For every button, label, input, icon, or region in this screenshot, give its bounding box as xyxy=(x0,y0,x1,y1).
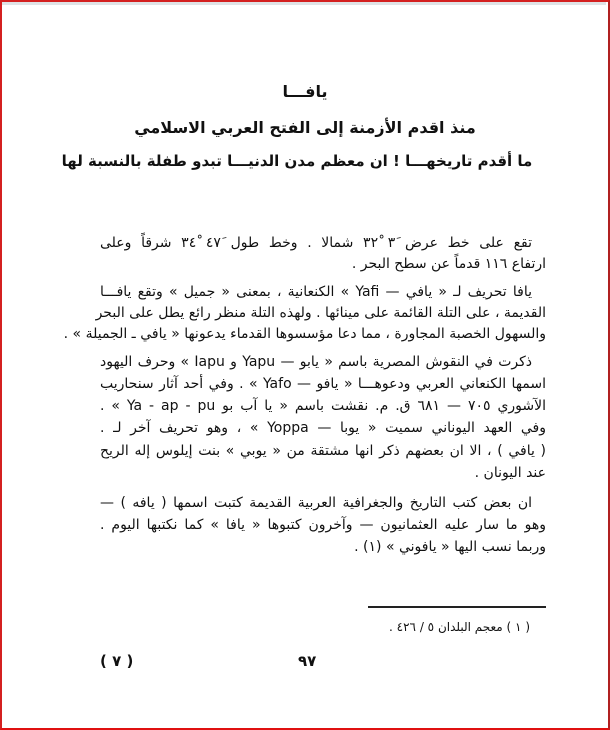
footnote-divider xyxy=(368,606,546,608)
page-tagline: ما أقدم تاريخهـــا ! ان معظم مدن الدنيـــا تبدو طفلة بالنسبة لها xyxy=(61,152,533,170)
page-number: ٩٧ xyxy=(298,652,317,670)
body-line: ارتفاع ١١٦ قدماً عن سطح البحر . xyxy=(351,256,546,272)
body-line: الآشوري ٧٠٥ — ٦٨١ ق. م. نقشت باسم « يا آب بو Ya - ap - pu » . xyxy=(100,398,546,414)
body-line: اسمها الكنعاني العربي ودعوهـــا « يافو — Yafo » . وفي أحد آثار سنحاريب xyxy=(100,376,546,392)
body-line: عند اليونان . xyxy=(474,465,546,481)
body-line: ذكرت في النقوش المصرية باسم « يابو — Yapu و Iapu » وحرف اليهود xyxy=(100,354,532,370)
page-subtitle: منذ اقدم الأزمنة إلى الفتح العربي الاسلامي xyxy=(134,118,476,137)
body-line: وفي العهد اليوناني سميت « يوبا — Yoppa » ، وهو تحريف آخر لـ . xyxy=(100,420,546,436)
footnote: ( ١ ) معجم البلدان ٥ / ٤٢٦ . xyxy=(389,620,530,634)
body-line: ان بعض كتب التاريخ والجغرافية العربية القديمة كتبت اسمها ( يافه ) — xyxy=(100,495,532,511)
body-line: يافا تحريف لـ « يافي — Yafi » الكنعانية ، بمعنى « جميل » وتقع يافـــا xyxy=(100,284,532,300)
body-line: ( يافي ) ، الا ان بعضهم ذكر انها مشتقة من « يوبي » بنت إيلوس إله الريح xyxy=(100,443,546,459)
body-line: وربما نسب اليها « يافوني » (١) . xyxy=(354,539,546,555)
page-title: يافـــا xyxy=(282,82,328,101)
body-line: تقع على خط عرض ٣َ ٣٢ْ شمالا . وخط طول ٤٧َ ٣٤ْ شرقاً وعلى xyxy=(100,235,532,251)
body-line: وهو ما سار عليه العثمانيون — وآخرون كتبوها « يافا » كما نكتبها اليوم . xyxy=(100,517,546,533)
body-line: القديمة ، على التلة القائمة على مينائها . ولهذه التلة منظر رائع يطل على البحر xyxy=(95,305,546,321)
body-line: والسهول الخصبة المجاورة ، مما دعا مؤسسوها القدماء يدعونها « يافي ـ الجميلة » . xyxy=(63,326,546,342)
signature-mark: ( ٧ ) xyxy=(100,652,134,670)
